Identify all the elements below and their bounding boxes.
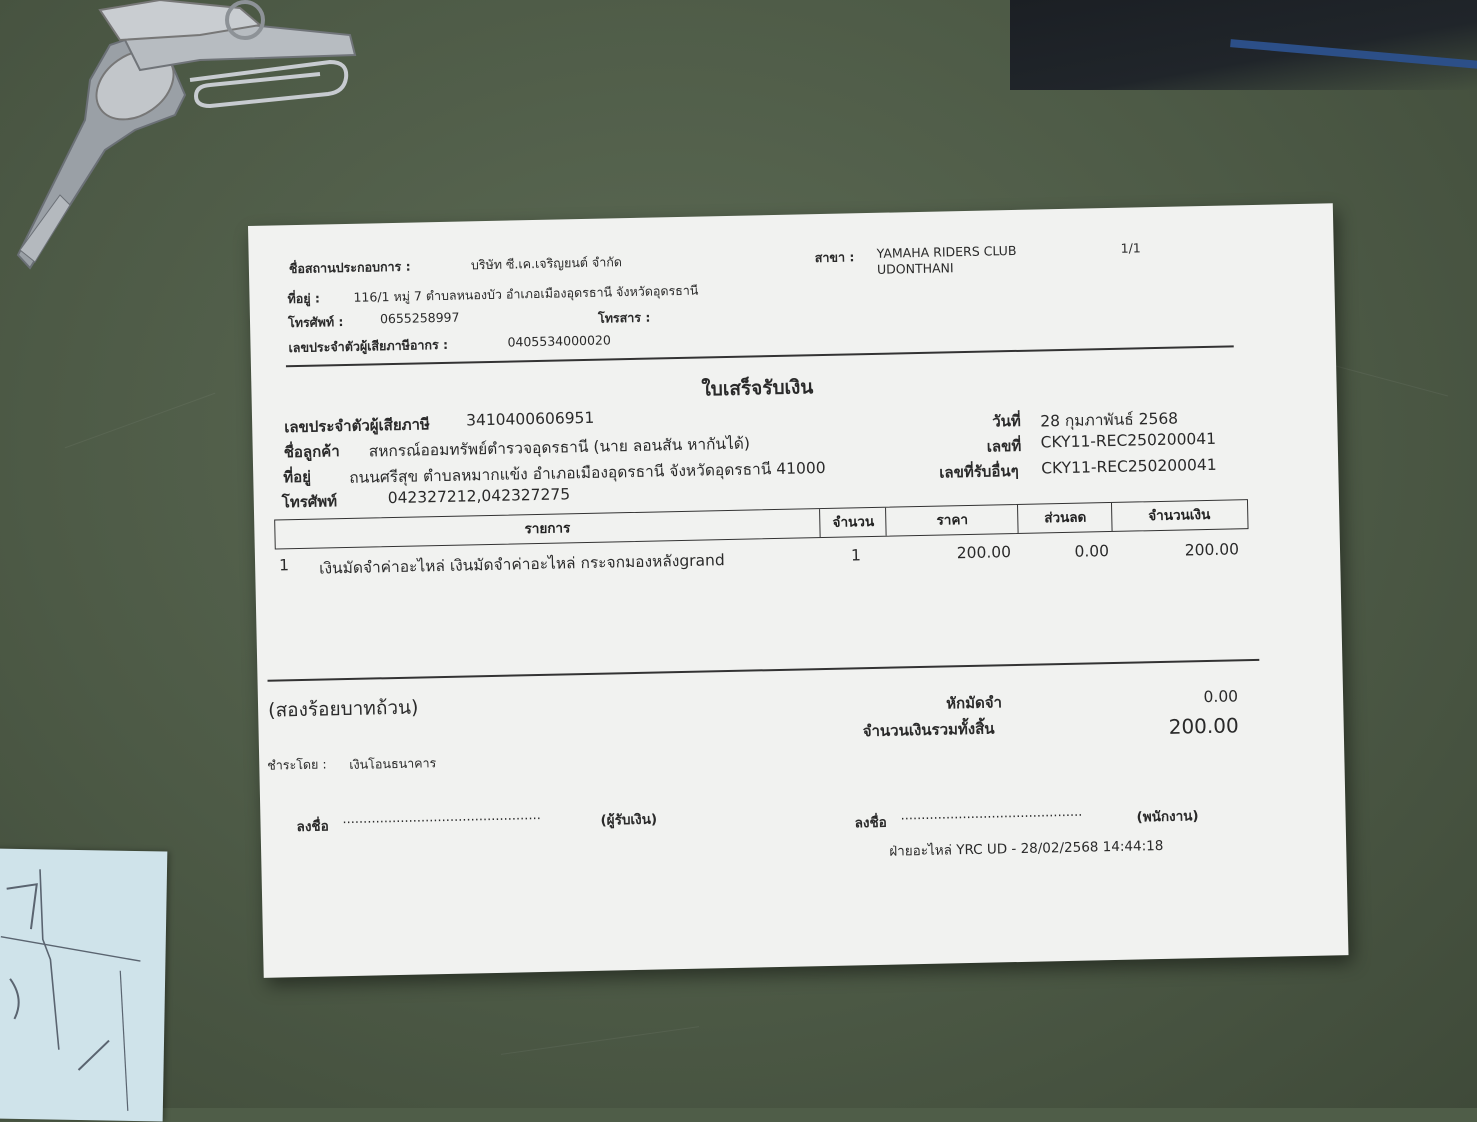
- branch-line2: UDONTHANI: [876, 260, 954, 277]
- branch-label: สาขา :: [814, 249, 855, 266]
- company-name: บริษัท ซี.เค.เจริญยนต์ จำกัด: [470, 254, 623, 273]
- customer-address-label: ที่อยู่: [283, 467, 312, 487]
- amount-in-words: (สองร้อยบาทถ้วน): [267, 696, 419, 722]
- company-name-label: ชื่อสถานประกอบการ :: [288, 258, 411, 277]
- receipt-no: CKY11-REC250200041: [1040, 429, 1217, 452]
- deposit-label: หักมัดจำ: [945, 693, 1003, 713]
- customer-phone-label: โทรศัพท์: [281, 492, 338, 512]
- customer-address: ถนนศรีสุข ตำบลหมากแข้ง อำเภอเมืองอุดรธานี จังหวัดอุดรธานี 41000: [349, 458, 826, 487]
- customer-name-label: ชื่อลูกค้า: [283, 442, 340, 462]
- customer-taxid: 3410400606951: [465, 408, 595, 430]
- handwriting-marks: [0, 848, 167, 1121]
- left-sign-role: (ผู้รับเงิน): [600, 811, 658, 829]
- row-number: 1: [278, 556, 290, 575]
- receipt-date: 28 กุมภาพันธ์ 2568: [1040, 409, 1179, 431]
- left-sign-line: ................................................: [342, 807, 541, 828]
- total-value: 200.00: [1168, 713, 1239, 739]
- row-amount: 200.00: [1184, 540, 1240, 560]
- row-description: เงินมัดจำค่าอะไหล่ เงินมัดจำค่าอะไหล่ กระจกมองหลังgrand: [319, 551, 725, 578]
- customer-name: สหกรณ์ออมทรัพย์ตำรวจอุดรธานี (นาย ลอนสัน หากันได้): [368, 434, 751, 461]
- sticky-note: [0, 848, 167, 1121]
- receipt-no-label: เลขที่: [986, 436, 1022, 456]
- footer-stamp: ฝ่ายอะไหล่ YRC UD - 28/02/2568 14:44:18: [889, 837, 1164, 860]
- ref-no-label: เลขที่รับอื่นๆ: [939, 461, 1019, 482]
- company-taxid-label: เลขประจำตัวผู้เสียภาษีอากร :: [288, 336, 449, 356]
- company-address: 116/1 หมู่ 7 ตำบลหนองบัว อำเภอเมืองอุดรธานี จังหวัดอุดรธานี: [353, 282, 699, 305]
- col-header-qty: จำนวน: [819, 508, 887, 537]
- payby-label: ชำระโดย :: [267, 756, 327, 773]
- left-sign-label: ลงชื่อ: [296, 818, 329, 836]
- right-sign-label: ลงชื่อ: [854, 814, 887, 832]
- page-number: 1/1: [1120, 240, 1141, 256]
- right-sign-line: ............................................: [900, 804, 1083, 824]
- ref-no: CKY11-REC250200041: [1041, 455, 1217, 478]
- branch-line1: YAMAHA RIDERS CLUB: [876, 242, 1017, 261]
- row-discount: 0.00: [1074, 542, 1110, 561]
- paperclip: [190, 62, 346, 106]
- document-title: ใบเสร็จรับเงิน: [701, 376, 814, 401]
- right-sign-role: (พนักงาน): [1136, 808, 1199, 826]
- col-header-amount: จำนวนเงิน: [1111, 500, 1247, 531]
- deposit-value: 0.00: [1203, 687, 1239, 707]
- date-label: วันที่: [992, 411, 1022, 431]
- receipt-paper: [248, 203, 1349, 978]
- col-header-discount: ส่วนลด: [1017, 503, 1113, 533]
- payby-value: เงินโอนธนาคาร: [349, 755, 437, 772]
- company-address-label: ที่อยู่ :: [287, 290, 321, 307]
- company-taxid: 0405534000020: [507, 332, 612, 350]
- company-fax-label: โทรสาร :: [597, 309, 651, 326]
- col-header-item: รายการ: [524, 520, 571, 538]
- total-label: จำนวนเงินรวมทั้งสิ้น: [862, 719, 995, 741]
- company-phone-label: โทรศัพท์ :: [287, 314, 344, 331]
- row-qty: 1: [850, 546, 862, 565]
- customer-phone: 042327212,042327275: [387, 485, 571, 508]
- row-price: 200.00: [956, 543, 1012, 563]
- col-header-price: ราคา: [885, 505, 1019, 536]
- customer-taxid-label: เลขประจำตัวผู้เสียภาษี: [284, 415, 431, 437]
- company-phone: 0655258997: [379, 309, 460, 327]
- summary-divider: [268, 659, 1260, 681]
